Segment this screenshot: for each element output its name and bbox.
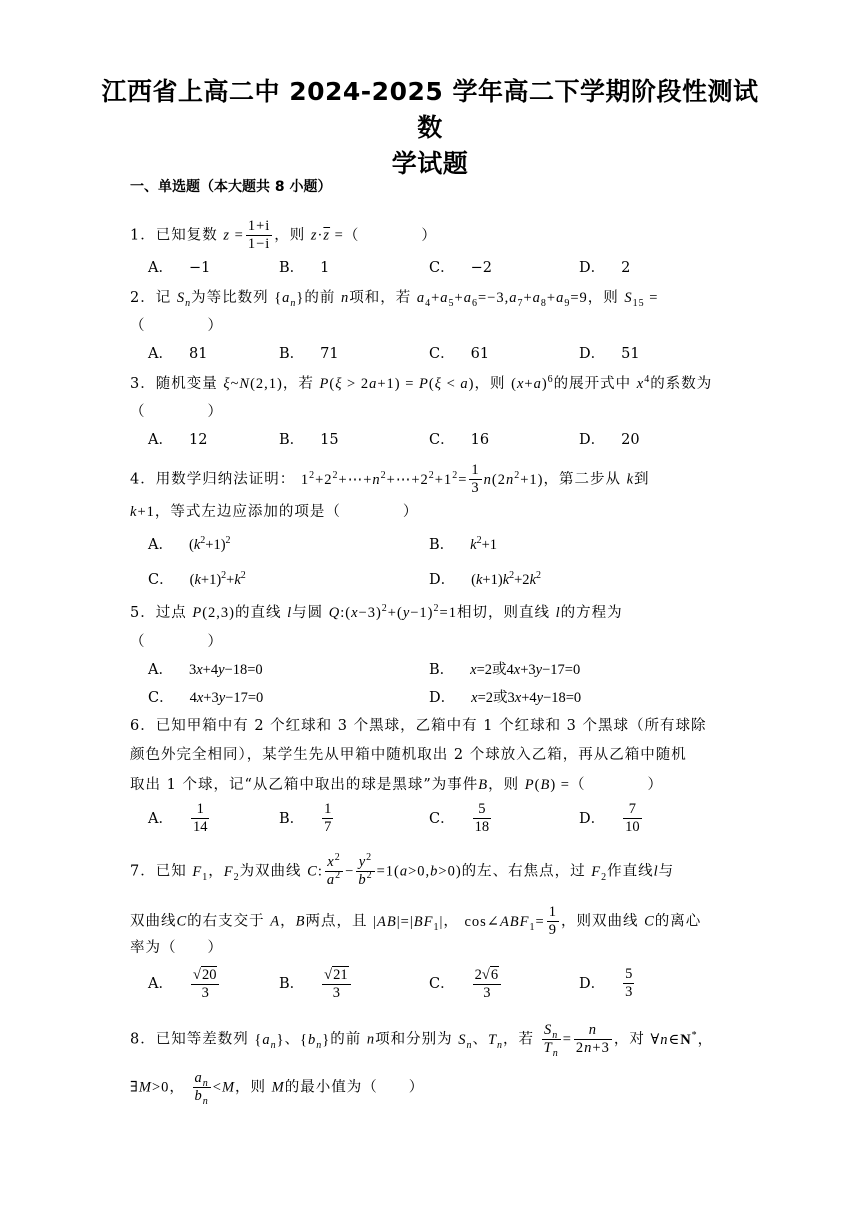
option-b[interactable]: B． 1 — [279, 260, 330, 276]
option-b[interactable]: B． $\frac{√21}{3}$ — [279, 966, 353, 1002]
question-7: 7．已知 $F_1$，$F_2$为双曲线 C: $\frac{x^2}{a^2}$ − $\frac{y^2}{b^2}$ =1(a>0,b>0)的左、右焦点，过 $F_2$作直线l与 — [130, 852, 675, 888]
question-7-line-3: 率为（ ） — [130, 940, 223, 956]
option-c[interactable]: C． −2 — [429, 260, 492, 276]
question-8-line-2: ∃M>0， $\frac{a_n}{b_n}$ <M，则 M的最小值为（ ） — [130, 1070, 425, 1107]
question-4: 4．用数学归纳法证明： $1^2+2^2+\cdots+n^2+\cdots+2^2+1^2=$ $\frac{1}{3}$ $n(2n^2+1)$，第二步从 k到 — [130, 462, 650, 496]
question-3-options — [148, 428, 748, 458]
question-5: 5．过点 P(2,3)的直线 l与圆 $Q:(x-3)^2+(y-1)^2=1$相切，则直线 l的方程为 — [130, 603, 623, 621]
question-8: 8．已知等差数列 $\{a_n\}$、$\{b_n\}$的前 n项和分别为 $S_n$、$T_n$，若 $\frac{S_n}{T_n}$ = $\frac{n}{2n+3}$ ，对 ∀n∈N*， — [130, 1022, 714, 1059]
option-a[interactable]: A． $\frac{√20}{3}$ — [148, 966, 221, 1002]
option-b[interactable]: B． 71 — [279, 346, 339, 362]
question-5-options-row-2 — [148, 686, 748, 716]
question-6: 6．已知甲箱中有 2 个红球和 3 个黑球，乙箱中有 1 个红球和 3 个黑球（所有球除 — [130, 718, 707, 734]
option-c[interactable]: C． $(k+1)^2+k^2$ — [148, 570, 246, 588]
page-title — [100, 74, 760, 182]
option-a[interactable]: A． 12 — [148, 432, 208, 448]
question-5-paren: （ ） — [130, 634, 223, 650]
option-c[interactable]: C． $\frac{2√6}{3}$ — [429, 966, 503, 1002]
option-a[interactable]: A． $\frac{1}{14}$ — [148, 801, 208, 835]
option-d[interactable]: D． x=2或3x+4y−18=0 — [429, 690, 582, 706]
question-2-options — [148, 342, 748, 372]
option-d[interactable]: D． 51 — [579, 346, 640, 362]
option-d[interactable]: D． $\frac{7}{10}$ — [579, 801, 640, 835]
question-7-options — [148, 966, 748, 1006]
question-6-line-2: 颜色外完全相同），某学生先从甲箱中随机取出 2 个球放入乙箱，再从乙箱中随机 — [130, 747, 687, 763]
option-a[interactable]: A． $(k^2+1)^2$ — [148, 535, 231, 553]
option-c[interactable]: C． 61 — [429, 346, 490, 362]
option-d[interactable]: D． 20 — [579, 432, 640, 448]
option-d[interactable]: D． $(k+1)k^2+2k^2$ — [429, 570, 541, 588]
question-3: 3．随机变量 ξ~N(2,1)，若 P(ξ > 2a+1) = P(ξ < a)，则 $(x+a)^6$的展开式中 $x^4$的系数为 — [130, 374, 713, 392]
question-2: 2．记 $S_n$为等比数列 $\{a_n\}$的前 n项和，若 $a_4+a_5+a_6=-3,a_7+a_8+a_9=9$，则 $S_{15}$ = — [130, 290, 659, 309]
option-b[interactable]: B． 15 — [279, 432, 339, 448]
question-2-paren: （ ） — [130, 318, 223, 334]
question-6-line-3: 取出 1 个球，记“从乙箱中取出的球是黑球”为事件B，则 P(B) =（ ） — [130, 777, 663, 793]
title-line-2: 学试题 — [391, 149, 469, 178]
question-4-line-2: k+1，等式左边应添加的项是（ ） — [130, 504, 419, 520]
section-heading: 一、单选题（本大题共 8 小题） — [130, 179, 332, 195]
question-7-line-2: 双曲线C的右支交于 A，B两点，且 $|AB|=|BF_1|$， $\cos\angle ABF_1=$ $\frac{1}{9}$ ，则双曲线 C的离心 — [130, 904, 702, 938]
question-4-options-row-1 — [148, 533, 748, 563]
option-d[interactable]: D． 2 — [579, 260, 631, 276]
option-a[interactable]: A． 81 — [148, 346, 208, 362]
question-6-options — [148, 801, 748, 841]
option-c[interactable]: C． 4x+3y−17=0 — [148, 690, 264, 706]
option-d[interactable]: D． $\frac{5}{3}$ — [579, 966, 633, 1000]
option-c[interactable]: C． 16 — [429, 432, 490, 448]
option-b[interactable]: B． x=2或4x+3y−17=0 — [429, 662, 581, 678]
question-4-options-row-2 — [148, 568, 748, 598]
option-a[interactable]: A． −1 — [148, 260, 211, 276]
question-5-options-row-1 — [148, 658, 748, 688]
title-line-1: 江西省上高二中 2024-2025 学年高二下学期阶段性测试数 — [101, 77, 759, 142]
option-a[interactable]: A． 3x+4y−18=0 — [148, 662, 263, 678]
question-1: 1．已知复数 z = $\frac{1+i}{1-i}$ ，则 $z\cdot\overline{z}$ =（ ） — [130, 218, 437, 252]
question-1-options — [148, 256, 748, 286]
option-b[interactable]: B． $\frac{1}{7}$ — [279, 801, 332, 835]
option-b[interactable]: B． $k^2+1$ — [429, 535, 498, 553]
option-c[interactable]: C． $\frac{5}{18}$ — [429, 801, 490, 835]
question-3-paren: （ ） — [130, 404, 223, 420]
